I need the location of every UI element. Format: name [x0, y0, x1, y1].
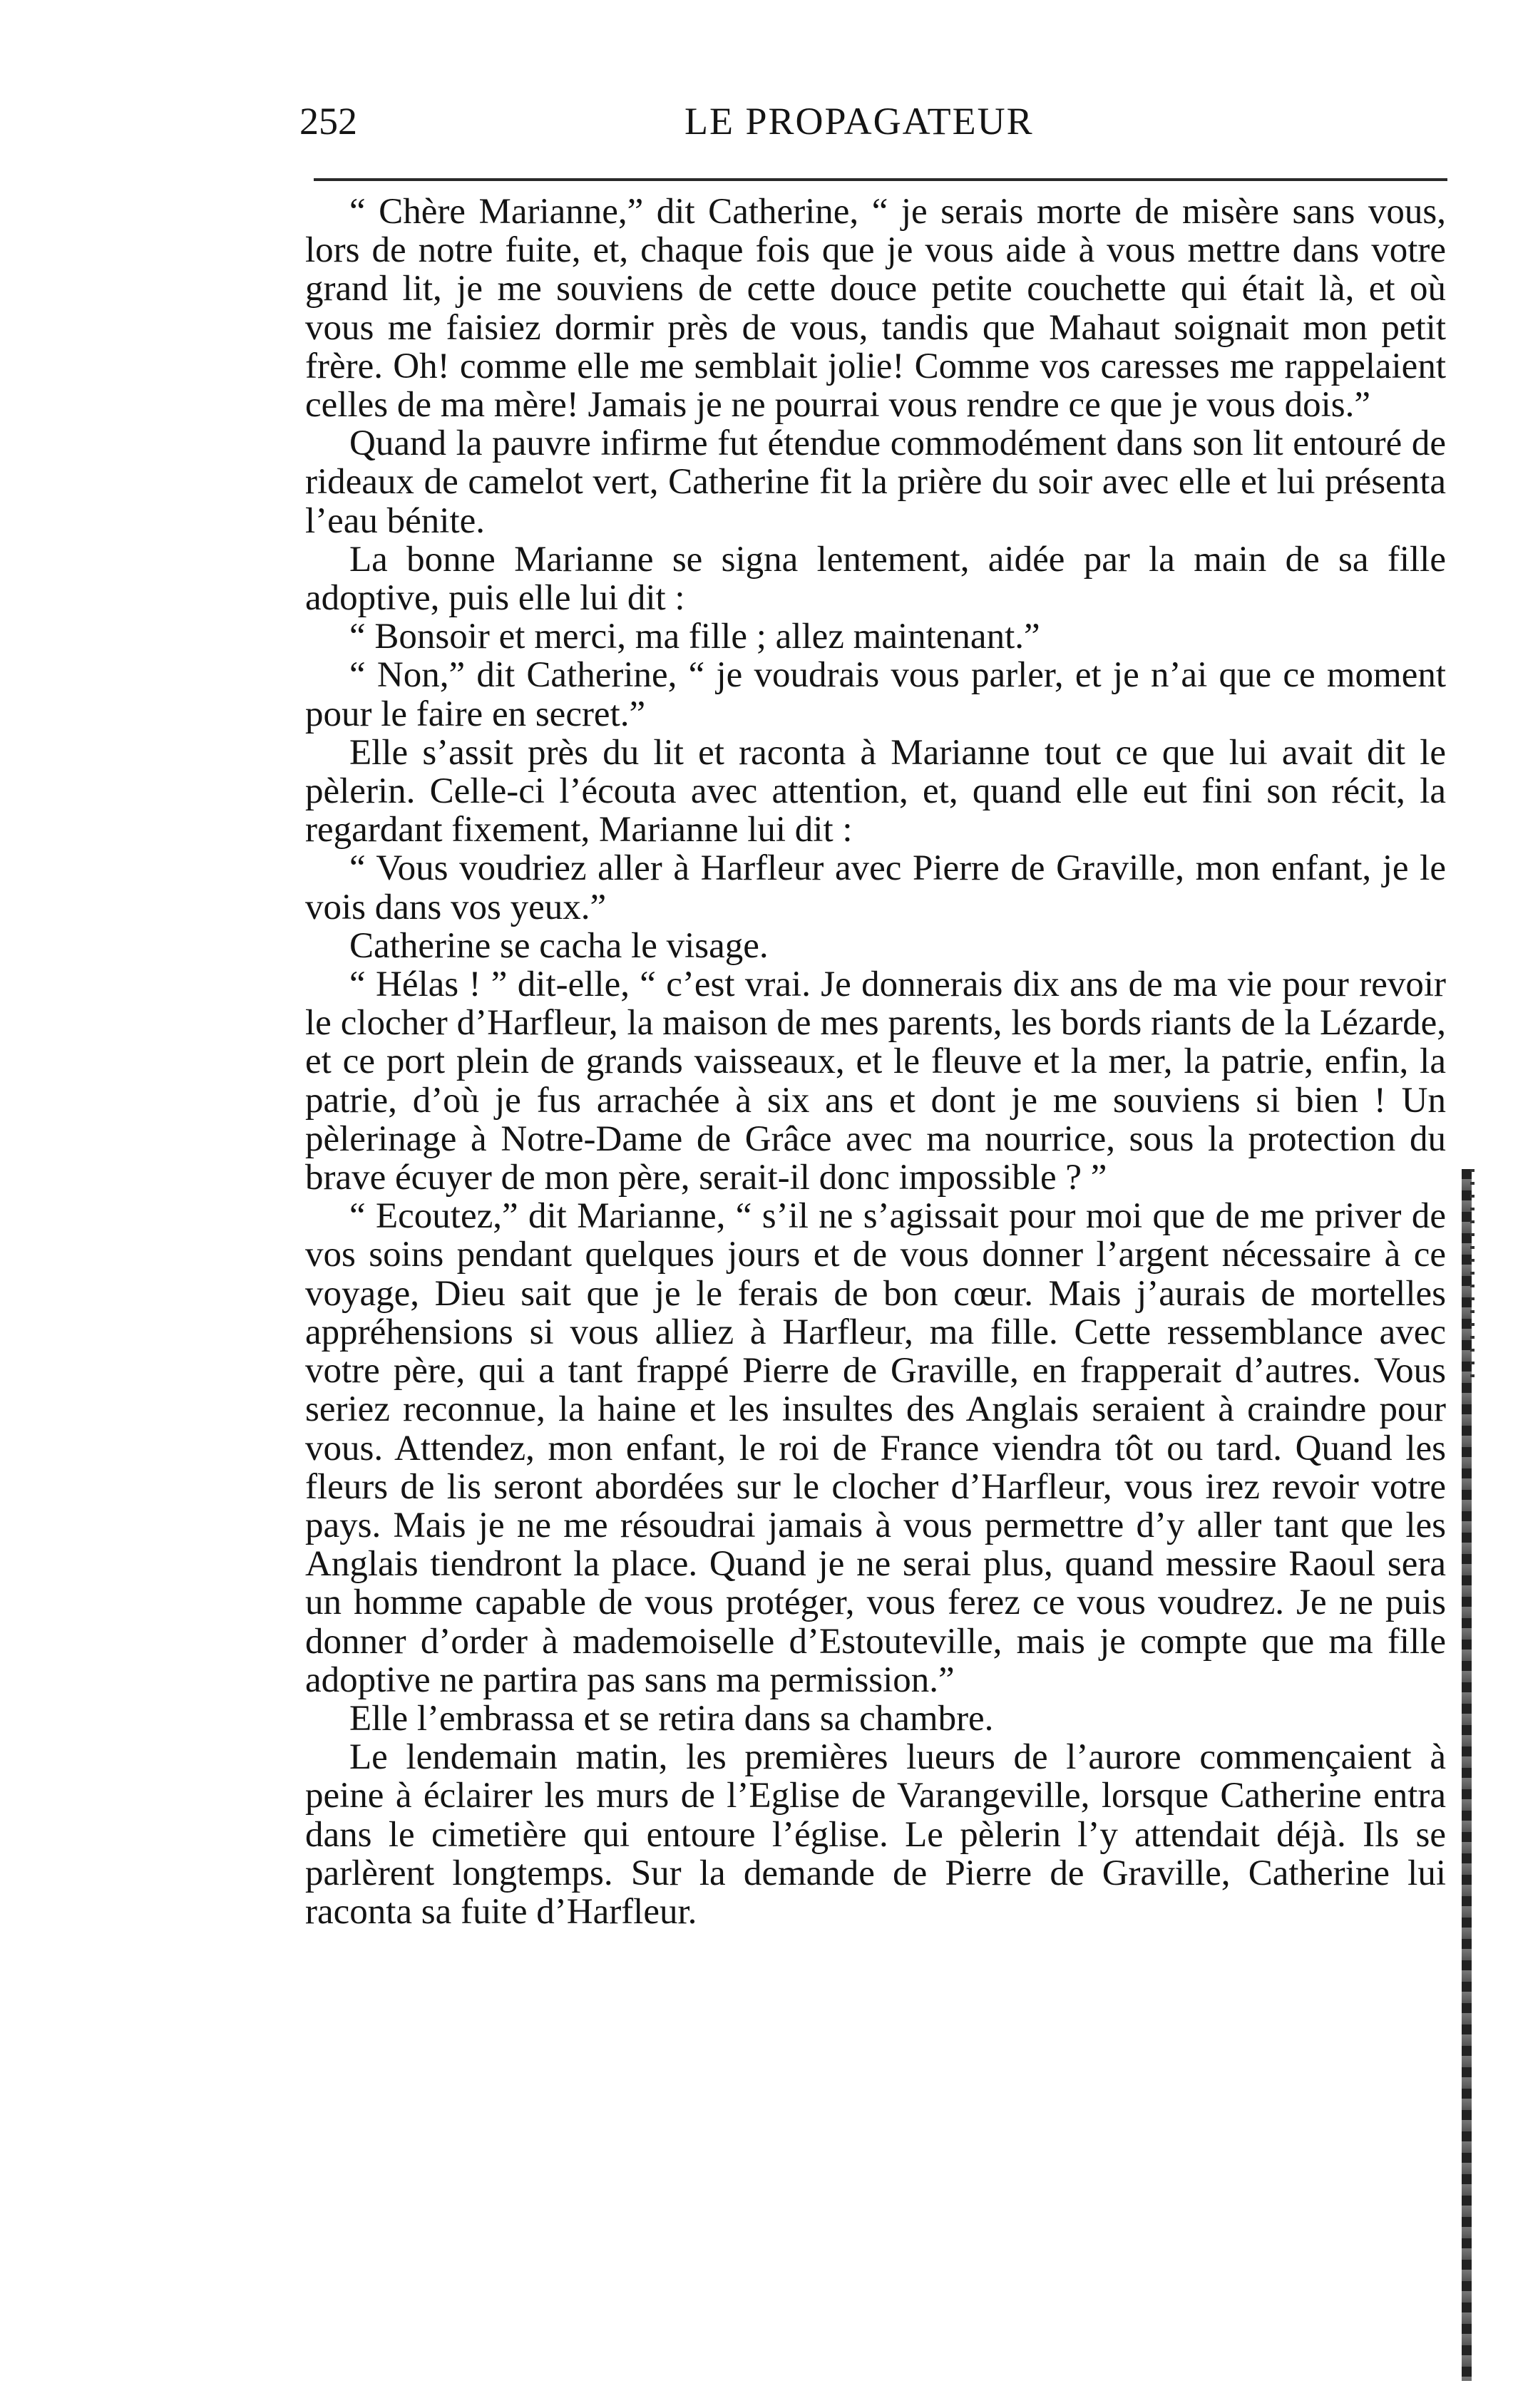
paragraph: “ Hélas ! ” dit-elle, “ c’est vrai. Je donnerais dix ans de ma vie pour revoir le clocher d’Harfleur, la maison de mes parents, les bords riants de la Lézarde, et ce port plein de grands vaisseaux, et le fleuve et la mer, la patrie, enfin, la patrie, d’où je fus arrachée à six ans et dont je me souviens si bien ! Un pèlerinage à Notre-Dame de Grâce avec ma nourrice, sous la protection du brave écuyer de mon père, serait-il donc impossible ? ” — [305, 964, 1446, 1198]
paragraph: Elle l’embrassa et se retira dans sa chambre. — [349, 1698, 994, 1739]
paragraph: Elle s’assit près du lit et raconta à Marianne tout ce que lui avait dit le pèlerin. Celle-ci l’écouta avec attention, et, quand elle eut fini son récit, la regardant fixement, Marianne lui dit : — [305, 732, 1446, 850]
paragraph: “ Bonsoir et merci, ma fille ; allez maintenant.” — [349, 617, 1040, 657]
page-number: 252 — [299, 100, 357, 143]
paragraph: La bonne Marianne se signa lentement, aidée par la main de sa fille adoptive, puis elle lui dit : — [305, 539, 1446, 619]
paragraph: Le lendemain matin, les premières lueurs de l’aurore commençaient à peine à éclairer les murs de l’Eglise de Varangeville, lorsque Catherine entra dans le cimetière qui entoure l’église. Le pèlerin l’y attendait déjà. Ils se parlèrent longtemps. Sur la demande de Pierre de Graville, Catherine lui raconta sa fuite d’Harfleur. — [305, 1737, 1446, 1932]
paragraph: “ Vous voudriez aller à Harfleur avec Pierre de Graville, mon enfant, je le vois dans vos yeux.” — [305, 848, 1446, 927]
paragraph: “ Chère Marianne,” dit Catherine, “ je serais morte de misère sans vous, lors de notre fuite, et, chaque fois que je vous aide à vous mettre dans votre grand lit, je me souviens de cette douce petite couchette qui était là, et où vous me faisiez dormir près de vous, tandis que Mahaut soignait mon petit frère. Oh! comme elle me semblait jolie! Comme vos caresses me rappelaient celles de ma mère! Jamais je ne pourrai vous rendre ce que je vous dois.” — [305, 192, 1446, 426]
paragraph: Catherine se cacha le visage. — [349, 925, 769, 966]
paragraph: Quand la pauvre infirme fut étendue commodément dans son lit entouré de rideaux de camelot vert, Catherine fit la prière du soir avec elle et lui présenta l’eau bénite. — [305, 423, 1446, 541]
header-rule — [314, 178, 1447, 181]
paragraph: “ Non,” dit Catherine, “ je voudrais vous parler, et je n’ai que ce moment pour le faire en secret.” — [305, 655, 1446, 734]
page-edge-marks — [1470, 1169, 1474, 1383]
running-title: LE PROPAGATEUR — [684, 100, 1034, 143]
page-header — [299, 93, 1440, 150]
body-text — [305, 192, 1446, 1931]
paragraph: “ Ecoutez,” dit Marianne, “ s’il ne s’agissait pour moi que de me priver de vos soins pendant quelques jours et de vous donner l’argent nécessaire à ce voyage, Dieu sait que je le ferais de bon cœur. Mais j’aurais de mortelles appréhensions si vous alliez à Harfleur, ma fille. Cette ressemblance avec votre père, qui a tant frappé Pierre de Graville, en frapperait d’autres. Vous seriez reconnue, la haine et les insultes des Anglais seraient à craindre pour vous. Attendez, mon enfant, le roi de France viendra tôt ou tard. Quand les fleurs de lis seront abordées sur le clocher d’Harfleur, vous irez revoir votre pays. Mais je ne me résoudrai jamais à vous permettre d’y aller tant que les Anglais tiendront la place. Quand je ne serai plus, quand messire Raoul sera un homme capable de vous protéger, vous ferez ce vous voudrez. Je ne puis donner d’order à mademoiselle d’Estouteville, mais je compte que ma fille adoptive ne partira pas sans ma permission.” — [305, 1196, 1446, 1700]
